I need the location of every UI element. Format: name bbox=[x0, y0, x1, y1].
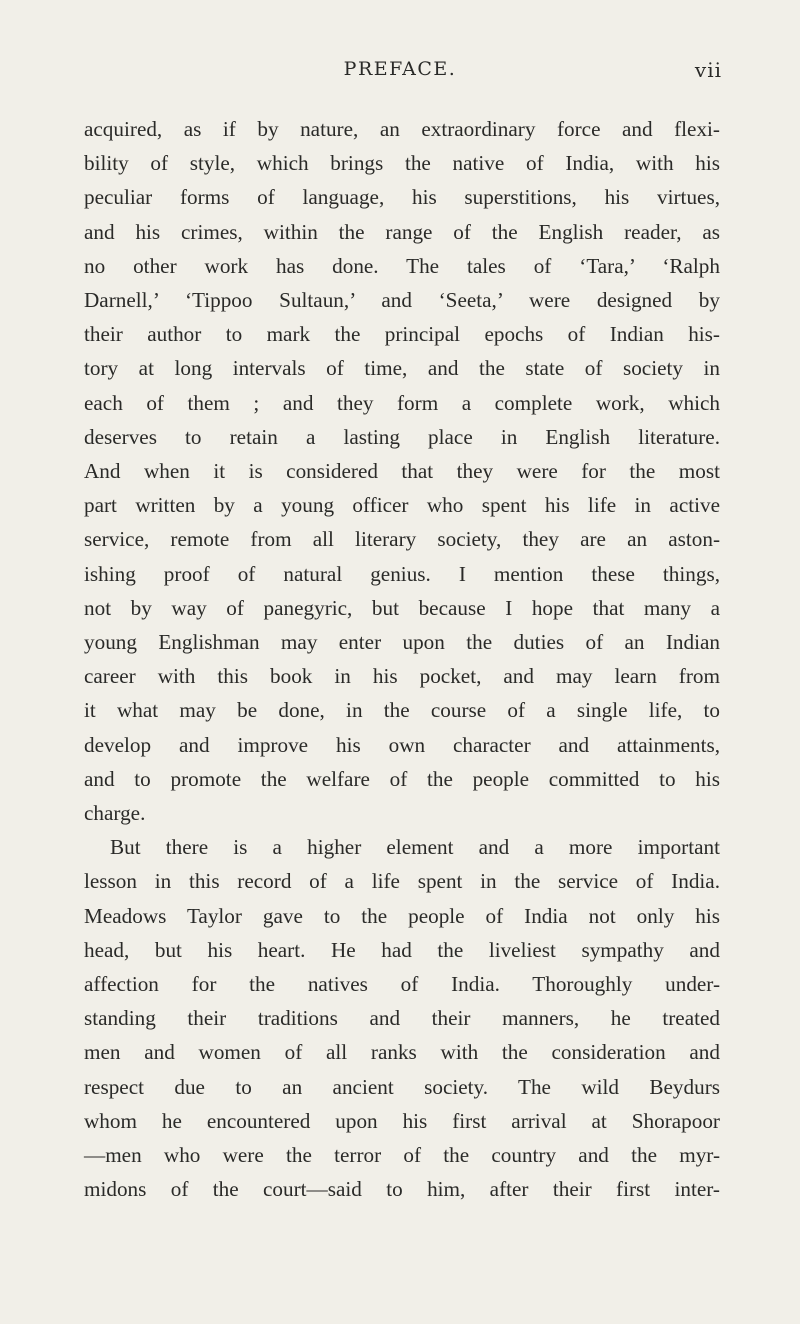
text-line: head, but his heart. He had the liveliest sympathy and bbox=[84, 937, 720, 962]
text-line: peculiar forms of language, his superstitions, his virtues, bbox=[84, 185, 720, 210]
page-number: vii bbox=[694, 58, 722, 82]
text-line: lesson in this record of a life spent in the service of India. bbox=[84, 869, 720, 894]
text-line: ishing proof of natural genius. I mention these things, bbox=[84, 561, 720, 586]
body-text bbox=[84, 112, 720, 1207]
text-line: and to promote the welfare of the people committed to his bbox=[84, 766, 720, 791]
text-line: each of them ; and they form a complete work, which bbox=[84, 390, 720, 415]
text-line: midons of the court—said to him, after their first inter- bbox=[84, 1177, 720, 1202]
page-header bbox=[0, 58, 800, 88]
text-line: young Englishman may enter upon the duties of an Indian bbox=[84, 630, 720, 655]
text-line: whom he encountered upon his first arrival at Shorapoor bbox=[84, 1108, 720, 1133]
text-line: service, remote from all literary society, they are an aston- bbox=[84, 527, 720, 552]
text-line: But there is a higher element and a more important bbox=[110, 835, 720, 860]
text-line: affection for the natives of India. Thoroughly under- bbox=[84, 972, 720, 997]
text-line: standing their traditions and their manners, he treated bbox=[84, 1006, 720, 1031]
text-line: develop and improve his own character and attainments, bbox=[84, 732, 720, 757]
text-line: Darnell,’ ‘Tippoo Sultaun,’ and ‘Seeta,’ were designed by bbox=[84, 288, 720, 313]
text-line: respect due to an ancient society. The wild Beydurs bbox=[84, 1074, 720, 1099]
text-line: it what may be done, in the course of a single life, to bbox=[84, 698, 720, 723]
text-line: not by way of panegyric, but because I hope that many a bbox=[84, 595, 720, 620]
text-line: no other work has done. The tales of ‘Tara,’ ‘Ralph bbox=[84, 253, 720, 278]
text-line: deserves to retain a lasting place in English literature. bbox=[84, 424, 720, 449]
text-line: bility of style, which brings the native of India, with his bbox=[84, 151, 720, 176]
text-line: acquired, as if by nature, an extraordinary force and flexi- bbox=[84, 117, 720, 141]
text-line: part written by a young officer who spent his life in active bbox=[84, 493, 720, 518]
text-line: Meadows Taylor gave to the people of India not only his bbox=[84, 903, 720, 928]
running-title: PREFACE. bbox=[343, 58, 457, 80]
text-line: and his crimes, within the range of the English reader, as bbox=[84, 219, 720, 244]
text-line: charge. bbox=[84, 801, 146, 826]
text-line: —men who were the terror of the country and the myr- bbox=[84, 1143, 720, 1168]
text-line: career with this book in his pocket, and may learn from bbox=[84, 664, 720, 689]
text-line: And when it is considered that they were for the most bbox=[84, 459, 720, 484]
text-line: tory at long intervals of time, and the state of society in bbox=[84, 356, 720, 381]
text-line: their author to mark the principal epochs of Indian his- bbox=[84, 322, 720, 347]
text-line: men and women of all ranks with the consideration and bbox=[84, 1040, 720, 1065]
